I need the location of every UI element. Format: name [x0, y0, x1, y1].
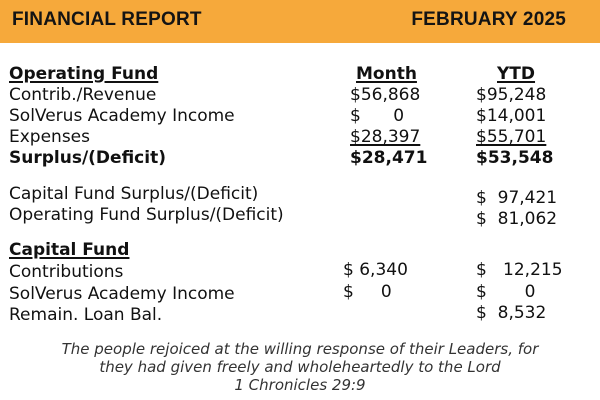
month-column-header: Month: [356, 64, 417, 84]
capital-row-ytd: $ 0: [476, 282, 536, 302]
ytd-column-header: YTD: [497, 64, 536, 84]
report-period: FEBRUARY 2025: [411, 9, 566, 30]
operating-row-ytd: $95,248: [476, 85, 547, 105]
operating-total-label: Surplus/(Deficit): [9, 148, 166, 168]
capital-row-label: Remain. Loan Bal.: [9, 305, 163, 325]
summary-ytd: $ 97,421: [476, 188, 558, 208]
capital-row-month: $ 6,340: [343, 260, 408, 280]
operating-row-label: Expenses: [9, 127, 90, 147]
summary-label: Operating Fund Surplus/(Deficit): [9, 205, 284, 225]
quote-line: The people rejoiced at the willing response of their Leaders, for: [61, 340, 539, 358]
report-title: FINANCIAL REPORT: [12, 9, 202, 30]
capital-fund-heading: Capital Fund: [9, 240, 130, 260]
operating-row-month: $56,868: [350, 85, 421, 105]
operating-row-label: Contrib./Revenue: [9, 85, 157, 105]
operating-row-label: SolVerus Academy Income: [9, 106, 235, 126]
quote-line: they had given freely and wholeheartedly to the Lord: [99, 358, 501, 376]
summary-label: Capital Fund Surplus/(Deficit): [9, 184, 259, 204]
operating-row-ytd: $14,001: [476, 106, 547, 126]
summary-ytd: $ 81,062: [476, 209, 558, 229]
operating-row-month: $ 0: [350, 106, 405, 126]
operating-fund-heading: Operating Fund: [9, 64, 159, 84]
quote-citation: 1 Chronicles 29:9: [234, 376, 366, 394]
operating-row-month: $28,397: [350, 127, 421, 147]
operating-total-month: $28,471: [350, 148, 428, 168]
capital-row-label: Contributions: [9, 262, 124, 282]
capital-row-ytd: $ 12,215: [476, 260, 563, 280]
report-header: [0, 0, 600, 43]
capital-row-ytd: $ 8,532: [476, 303, 547, 323]
capital-row-label: SolVerus Academy Income: [9, 284, 235, 304]
capital-row-month: $ 0: [343, 282, 392, 302]
operating-total-ytd: $53,548: [476, 148, 554, 168]
operating-row-ytd: $55,701: [476, 127, 547, 147]
